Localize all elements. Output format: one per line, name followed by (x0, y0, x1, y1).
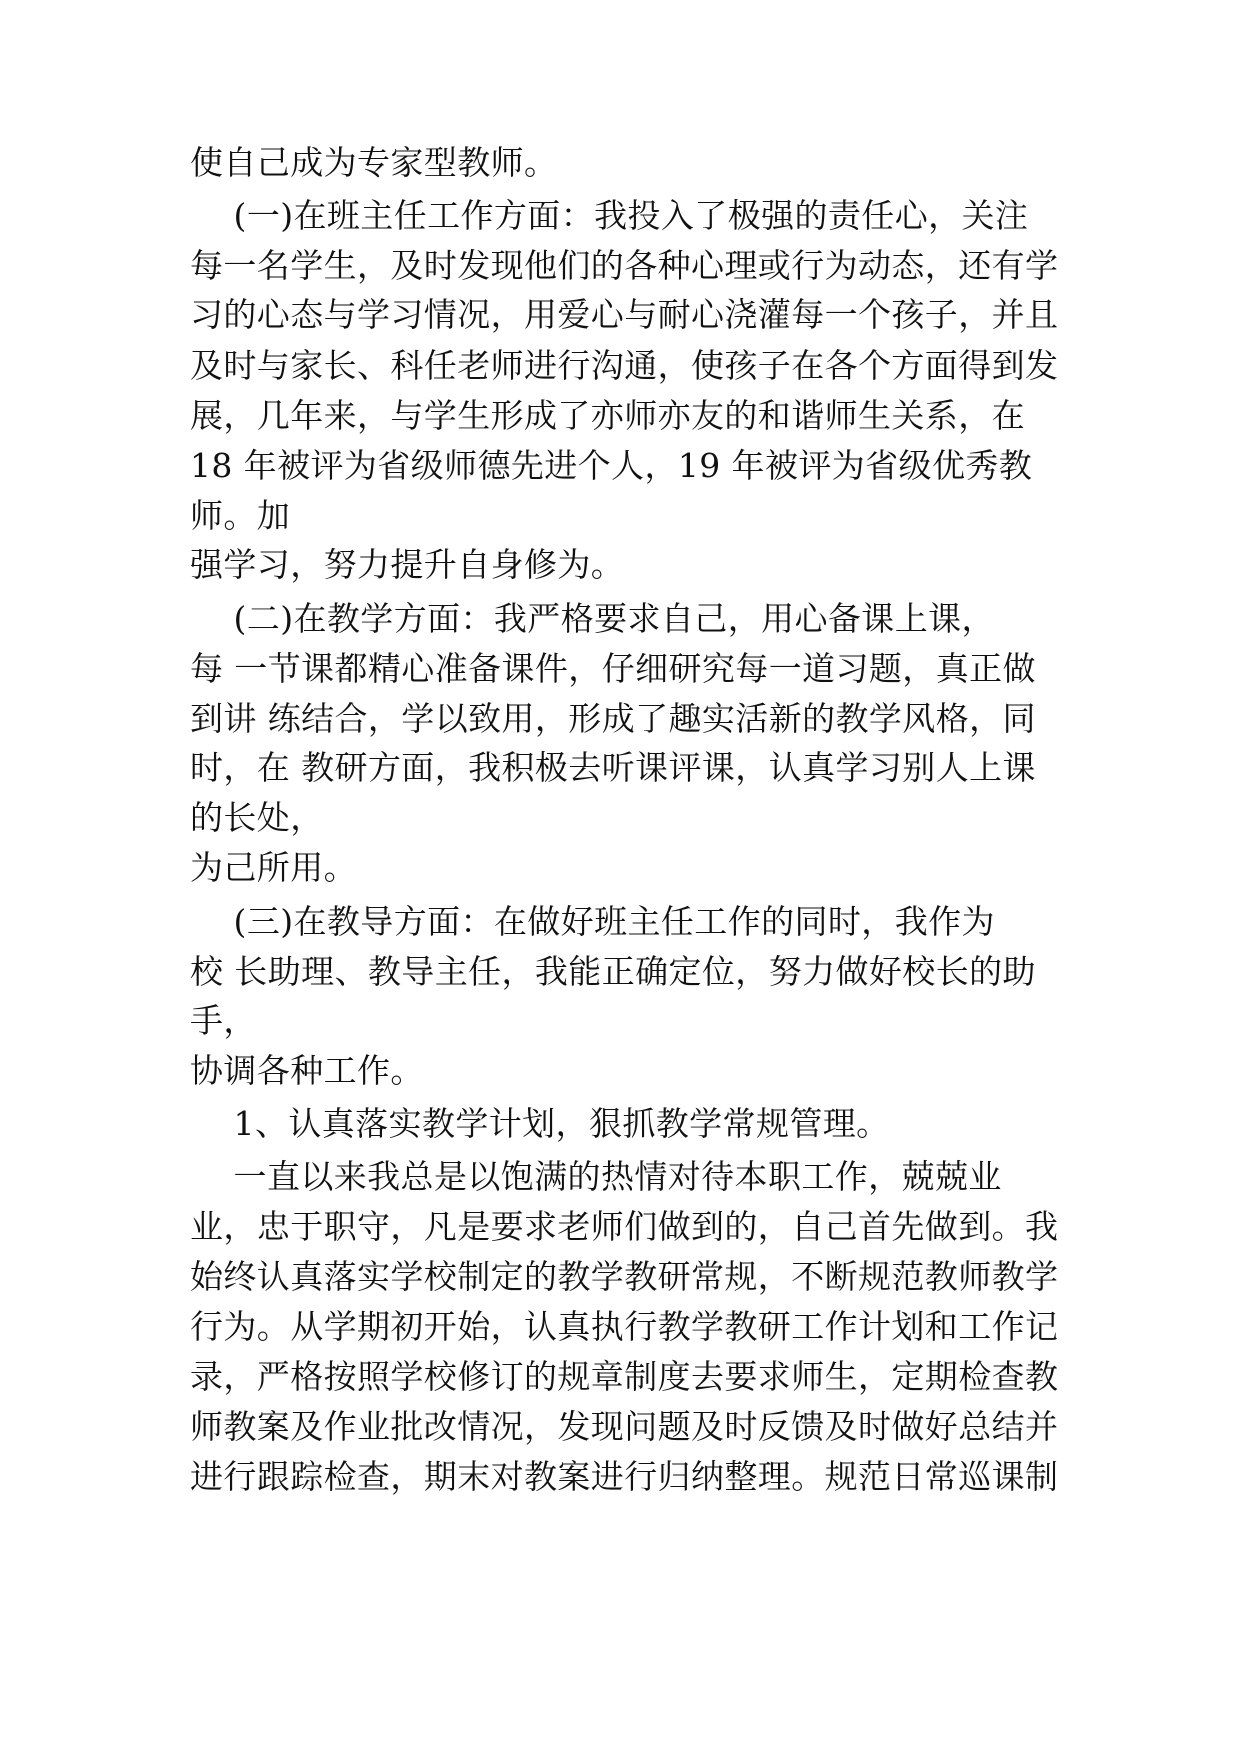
text-line: 一直以来我总是以饱满的热情对待本职工作，兢兢业 (190, 1157, 1002, 1196)
text-line: 每一名学生，及时发现他们的各种心理或行为动态，还有学 (190, 246, 1059, 285)
text-line: 1、认真落实教学计划，狠抓教学常规管理。 (190, 1104, 890, 1143)
text-line: 进行跟踪检查，期末对教案进行归纳整理。规范日常巡课制 (190, 1457, 1059, 1496)
text-line: 强学习，努力提升自身修为。 (190, 545, 625, 584)
text-line: 录，严格按照学校修订的规章制度去要求师生，定期检查教 (190, 1357, 1059, 1396)
text-line: 为己所用。 (190, 848, 357, 887)
text-line: 师教案及作业批改情况，发现问题及时反馈及时做好总结并 (190, 1407, 1059, 1446)
text-line: 展，几年来，与学生形成了亦师亦友的和谐师生关系，在 (190, 396, 1025, 435)
text-line: 时，在 教研方面，我积极去听课评课，认真学习别人上课 (190, 748, 1036, 787)
text-line: 校 长助理、教导主任，我能正确定位，努力做好校长的助 (190, 952, 1036, 991)
text-line: 手， (190, 1001, 257, 1040)
text-line: (三)在教导方面：在做好班主任工作的同时，我作为 (190, 902, 995, 941)
text-line: 协调各种工作。 (190, 1051, 424, 1090)
text-line: 师。加 (190, 496, 291, 535)
text-line: 18 年被评为省级师德先进个人，19 年被评为省级优秀教 (190, 446, 1033, 485)
text-line: 到讲 练结合，学以致用，形成了趣实活新的教学风格，同 (190, 699, 1036, 738)
text-line: (二)在教学方面：我严格要求自己，用心备课上课， (190, 599, 995, 638)
text-line: (一)在班主任工作方面：我投入了极强的责任心，关注 (190, 196, 1029, 235)
text-line: 业，忠于职守，凡是要求老师们做到的，自己首先做到。我 (190, 1207, 1059, 1246)
text-line: 始终认真落实学校制定的教学教研常规，不断规范教师教学 (190, 1257, 1059, 1296)
text-line: 的长处， (190, 798, 324, 837)
text-line: 及时与家长、科任老师进行沟通，使孩子在各个方面得到发 (190, 346, 1059, 385)
text-line: 习的心态与学习情况，用爱心与耐心浇灌每一个孩子，并且 (190, 295, 1059, 334)
text-line: 每 一节课都精心准备课件，仔细研究每一道习题，真正做 (190, 649, 1036, 688)
text-line: 使自己成为专家型教师。 (190, 143, 558, 182)
text-line: 行为。从学期初开始，认真执行教学教研工作计划和工作记 (190, 1307, 1059, 1346)
